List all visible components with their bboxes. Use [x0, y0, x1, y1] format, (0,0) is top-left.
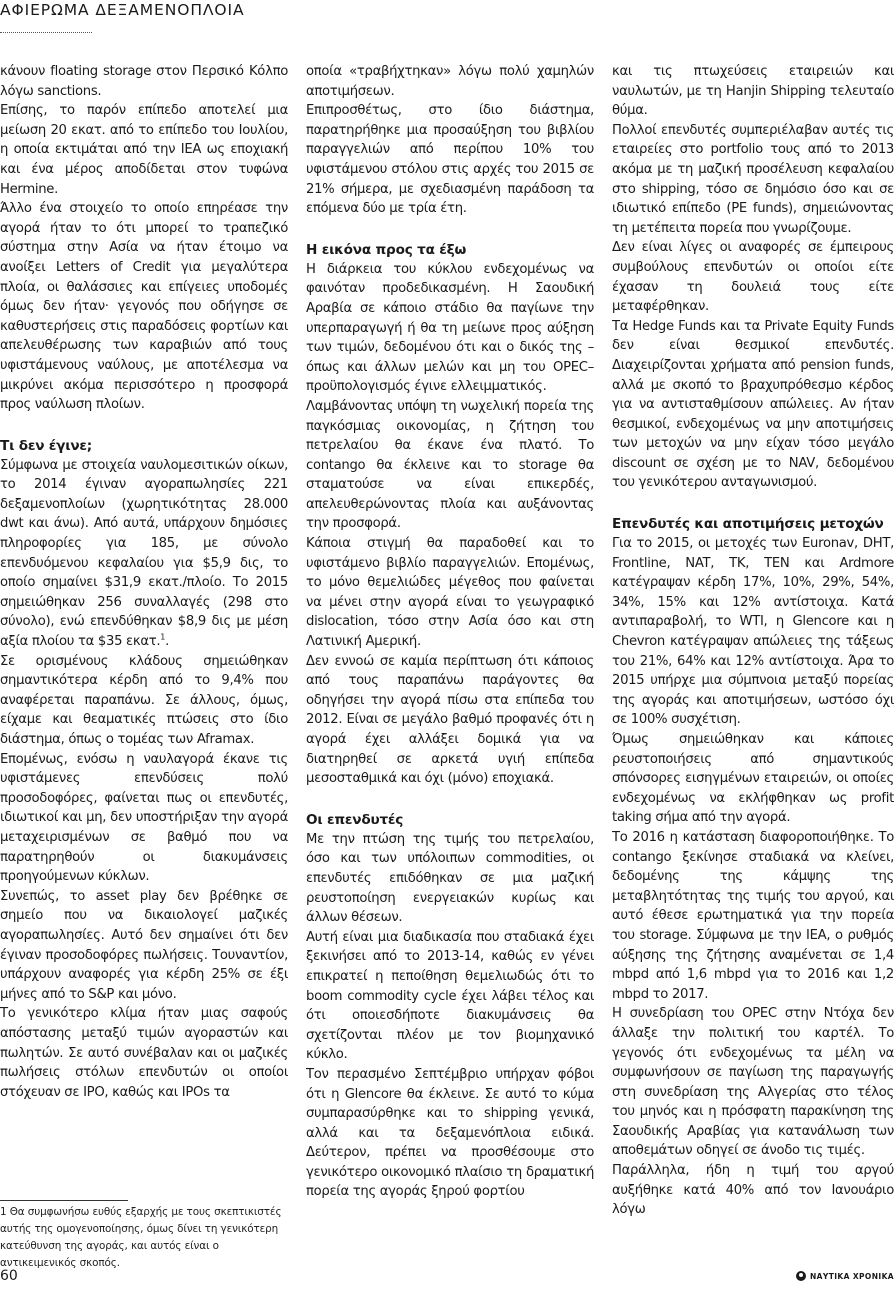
page-number: 60 — [0, 1268, 18, 1284]
paragraph: Δεν είναι λίγες οι αναφορές σε έμπειρους συμβούλους επενδυτών οι οποίοι είτε έχασαν τη δουλειά τους είτε μεταφέρθηκαν. — [612, 240, 894, 315]
article-column-1 — [0, 62, 288, 1192]
footnote-divider — [0, 1200, 128, 1201]
publication-brand — [796, 1271, 894, 1281]
article-column-2 — [306, 62, 594, 1242]
paragraph: Η συνεδρίαση του OPEC στην Ντόχα δεν άλλαξε την πολιτική του καρτέλ. Το γεγονός ότι ενδεχομένως τα μέλη να συμφωνήσουν σε παγίωση της παραγωγής στη συνεδρίαση της Αλγερίας στο τέλος του μηνός και η πρόσφατη παρακίνηση της Σαουδικής Αραβίας για κατανάλωση των αποθεμάτων οδηγεί σε άνοδο τις τιμές. — [612, 1006, 894, 1159]
section-heading: Η εικόνα προς τα έξω — [306, 241, 467, 258]
paragraph: Η διάρκεια του κύκλου ενδεχομένως να φαινόταν προδεδικασμένη. Η Σαουδική Αραβία σε κάποιο στάδιο θα παγίωνε την υπερπαραγωγή ή θα τη μείωνε προς αύξηση των τιμών, δεδομένου ότι και ο δικός της –όπως και άλλων μελών και μη του OPEC– προϋπολογισμός έγινε ελλειμματικός. — [306, 261, 594, 395]
paragraph: Επιπροσθέτως, στο ίδιο διάστημα, παρατηρήθηκε μια προσαύξηση του βιβλίου παραγγελιών από περίπου 10% του υφιστάμενου στόλου στις αρχές του 2015 σε 21% σήμερα, με σχεδιασμένη παράδοση τα επόμενα δύο με τρία έτη. — [306, 103, 594, 217]
paragraph: Σε ορισμένους κλάδους σημειώθηκαν σημαντικότερα κέρδη από το 9,4% που αναφέρεται παραπάνω. Σε άλλους, όμως, είχαμε και θεαματικές πτώσεις στο ίδιο διάστημα, όπως ο τομέας των Aframax. — [0, 653, 288, 747]
paragraph: Αυτή είναι μια διαδικασία που σταδιακά έχει ξεκινήσει από το 2013-14, καθώς εν γένει επικρατεί η πεποίθηση θεμελιωδώς ότι το boom commodity cycle έχει λάβει τέλος και ότι οποιεσδήποτε διακυμάνσεις θα σχετίζονται πλέον με τον βιομηχανικό κύκλο. — [306, 929, 594, 1063]
paragraph: οποία «τραβήχτηκαν» λόγω πολύ χαμηλών αποτιμήσεων. — [306, 64, 594, 99]
article-column-3 — [612, 62, 894, 1242]
paragraph: Συνεπώς, το asset play δεν βρέθηκε σε σημείο που να δικαιολογεί μαζικές αγοραπωλησίες. Αυτό δεν σημαίνει ότι δεν έγιναν προσοδοφόρες πωλήσεις. Τουναντίον, υπάρχουν αναφορές για κέρδη 25% σε έξι μήνες από το S&P και μόνο. — [0, 888, 288, 1002]
paragraph: Με την πτώση της τιμής του πετρελαίου, όσο και των υπόλοιπων commodities, οι επενδυτές επιδόθηκαν σε μια μαζική ρευστοποίηση ενεργειακών κυρίως και άλλων θέσεων. — [306, 831, 594, 926]
paragraph: κάνουν floating storage στον Περσικό Κόλπο λόγω sanctions. — [0, 64, 288, 99]
footnote: 1 Θα συμφωνήσω ευθύς εξαρχής με τους σκεπτικιστές αυτής της ομογενοποίησης, όμως δίνει τη γενικότερη κατεύθυνση της αγοράς, και αυτός είναι ο αντικειμενικός σκοπός. — [0, 1206, 282, 1269]
footnote-reference[interactable]: 1 — [160, 632, 166, 642]
paragraph: Όμως σημειώθηκαν και κάποιες ρευστοποιήσεις από σημαντικούς σπόνσορες εισηγμένων εταιρειών, οι οποίες ενδεχομένως να εκλήφθηκαν ως profit taking σήμα από την αγορά. — [612, 732, 894, 826]
paragraph: Το 2016 η κατάσταση διαφοροποιήθηκε. Το contango ξεκίνησε σταδιακά να κλείνει, δεδομένης της κάμψης της μεταβλητότητας της τιμής του αργού, και αυτό έθεσε ερωτηματικά για την πορεία του storage. Σύμφωνα με την IEA, ο ρυθμός αύξησης της ζήτησης αναμένεται σε 1,4 mbpd από 1,6 mbpd για το 2016 και 1,2 mbpd το 2017. — [612, 829, 894, 1002]
section-heading: Τι δεν έγινε; — [0, 437, 92, 454]
paragraph: Λαμβάνοντας υπόψη τη νωχελική πορεία της παγκόσμιας οικονομίας, η ζήτηση του πετρελαίου θα έκανε ένα πλατό. Το contango θα έκλεινε και το storage θα σταματούσε να είναι επικερδές, απελευθερώνοντας πλοία και αυξάνοντας την προσφορά. — [306, 398, 594, 532]
paragraph: και τις πτωχεύσεις εταιρειών και ναυλωτών, με τη Hanjin Shipping τελευταίο θύμα. — [612, 64, 894, 119]
paragraph: Τον περασμένο Σεπτέμβριο υπήρχαν φόβοι ότι η Glencore θα έκλεινε. Σε αυτό το κύμα συμπαρασύρθηκε και το shipping γενικά, αλλά και τα δεξαμενόπλοια ειδικά. Δεύτερον, πρέπει να προσθέσουμε στο γενικότερο οικονομικό πλαίσιο τη δραματική πορεία της αγοράς ξηρού φορτίου — [306, 1066, 594, 1200]
paragraph: Για το 2015, οι μετοχές των Euronav, DHT, Frontline, NAT, TK, TEN και Ardmore κατέγραψαν κέρδη 17%, 10%, 29%, 54%, 34%, 15% και 12% αντίστοιχα. Κατά αντιπαραβολή, το WTI, η Glencore και η Chevron κατέγραψαν απώλειες της τάξεως του 21%, 64% και 12% αντίστοιχα. Άρα το 2015 υπήρχε μια σύμπνοια μεταξύ πορείας της αγοράς και αποτιμήσεων, ωστόσο όχι σε 100% συσχέτιση. — [612, 536, 894, 728]
paragraph: Άλλο ένα στοιχείο το οποίο επηρέασε την αγορά ήταν το ότι μπορεί το τραπεζικό σύστημα στην Ασία να ήταν έτοιμο να ανοίξει Letters of Credit για μεγαλύτερα πλοία, οι θαλάσσιες και επίγειες υποδομές όμως δεν ήταν· γεγονός που οδήγησε σε καθυστερήσεις στις παραδόσεις φορτίων και απελευθέρωσης των καραβιών από τους υφιστάμενους ναύλους, με αποτέλεσμα να μικρύνει ακόμα περισσότερο η προσφορά προς ναύλωση πλοίων. — [0, 201, 288, 413]
publication-name: ΝΑΥΤΙΚΑ ΧΡΟΝΙΚΑ — [810, 1271, 894, 1281]
paragraph: Επίσης, το παρόν επίπεδο αποτελεί μια μείωση 20 εκατ. από το επίπεδο του Ιουλίου, η οποία εκτιμάται από την IEA ως εποχιακή και ένα μέρος αποδίδεται στον τυφώνα Hermine. — [0, 103, 288, 197]
paragraph: Παράλληλα, ήδη η τιμή του αργού αυξήθηκε κατά 40% από τον Ιανουάριο λόγω — [612, 1163, 894, 1218]
section-heading: Οι επενδυτές — [306, 811, 404, 828]
paragraph-end: . — [165, 634, 169, 650]
paragraph: Κάποια στιγμή θα παραδοθεί και το υφιστάμενο βιβλίο παραγγελιών. Επομένως, το μόνο θεμελιώδες μέγεθος που φαίνεται να μένει στην αγορά είναι το γεωγραφικό dislocation, τόσο στην Ασία όσο και στη Λατινική Αμερική. — [306, 536, 594, 650]
paragraph — [0, 456, 288, 652]
section-heading: Επενδυτές και αποτιμήσεις μετοχών — [612, 516, 884, 533]
paragraph: Πολλοί επενδυτές συμπεριέλαβαν αυτές τις εταιρείες στο portfolio τους από το 2013 ακόμα με τη μαζική προσέλευση κεφαλαίου στο shipping, τόσο σε δημόσιο όσο και σε ιδιωτικό επίπεδο (PE funds), σημειώνοντας τη μετέπειτα πορεία που γνωρίζουμε. — [612, 122, 894, 236]
paragraph: Τα Hedge Funds και τα Private Equity Funds δεν είναι θεσμικοί επενδυτές. Διαχειρίζονται χρήματα από pension funds, αλλά με σκοπό το βραχυπρόθεσμο κέρδος για να αντισταθμίσουν απώλειες. Αν ήταν θεσμικοί, ενδεχομένως να μην αποτιμήσεις των μετοχών να μην είχαν τόσο μεγάλο discount σε σχέση με το NAV, δεδομένου του γενικότερου ανταγωνισμού. — [612, 318, 894, 491]
paragraph: Δεν εννοώ σε καμία περίπτωση ότι κάποιος από τους παραπάνω παράγοντες θα οδηγήσει την αγορά πίσω στα επίπεδα του 2012. Είναι σε μεγάλο βαθμό προφανές ότι η αγορά έχει αλλάξει δομικά για να διατηρηθεί σε αρκετά υγιή επίπεδα μεσοσταθμικά και όχι (μόνο) εποχιακά. — [306, 653, 594, 787]
circle-logo-icon — [796, 1271, 806, 1281]
section-title: ΑΦΙΕΡΩΜΑ ΔΕΞΑΜΕΝΟΠΛΟΙΑ — [0, 1, 245, 19]
paragraph: Το γενικότερο κλίμα ήταν μιας σαφούς απόστασης μεταξύ τιμών αγοραστών και πωλητών. Σε αυτό συνέβαλαν και οι μαζικές πωλήσεις στόλων επενδυτών οι οποίοι στόχευαν σε IPO, καθώς και IPOs τα — [0, 1006, 288, 1100]
header-divider — [0, 32, 92, 33]
paragraph: Επομένως, ενόσω η ναυλαγορά έκανε τις υφιστάμενες επενδύσεις πολύ προσοδοφόρες, φαίνεται πως οι επενδυτές, ιδιωτικοί και μη, δεν υποστήριξαν την αγορά μεταχειρισμένων σε βαθμό που να παρατηρηθούν οι διακυμάνσεις προηγούμενων κύκλων. — [0, 751, 288, 885]
paragraph-text: Σύμφωνα με στοιχεία ναυλομεσιτικών οίκων, το 2014 έγιναν αγοραπωλησίες 221 δεξαμενοπλοίων (χωρητικότητας 28.000 dwt και άνω). Από αυτά, υπάρχουν δημόσιες πληροφορίες για 185, με σύνολο επενδυόμενου κεφαλαίου για $5,9 δις, το οποίο σημαίνει $31,9 εκατ./πλοίο. Το 2015 σημειώθηκαν 256 συναλλαγές (298 στο σύνολο), ενώ επενδύθηκαν $8,9 δις με μέση αξία πλοίου τα $35 εκατ. — [0, 457, 288, 650]
